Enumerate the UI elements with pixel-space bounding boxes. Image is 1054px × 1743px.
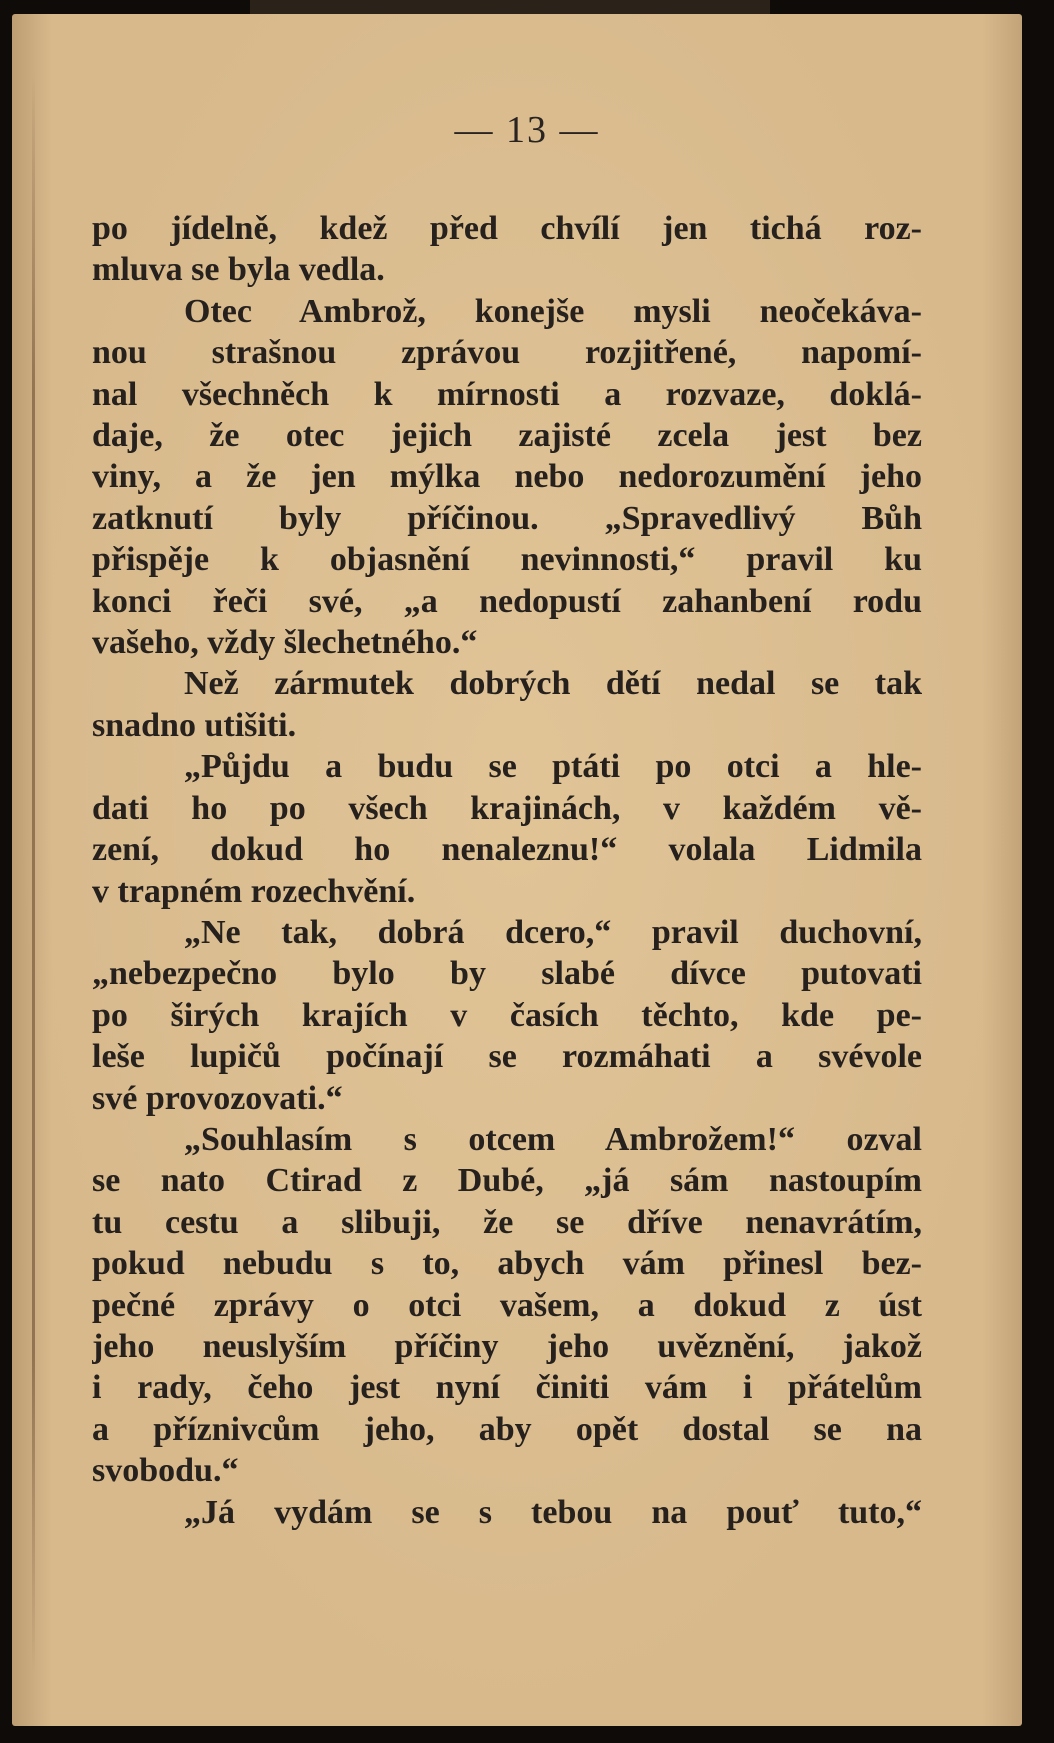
text-line: konci řeči své, „a nedopustí zahanbení rodu xyxy=(92,582,922,620)
text-line: mluva se byla vedla. xyxy=(92,251,385,289)
text-line: pečné zprávy o otci vašem, a dokud z úst xyxy=(92,1286,922,1324)
text-line: po širých krajích v časích těchto, kde pe- xyxy=(92,996,922,1034)
text-line: Otec Ambrož, konejše mysli neočekáva- xyxy=(184,292,922,330)
text-line: své provozovati.“ xyxy=(92,1079,343,1117)
text-line: nal všechněch k mírnosti a rozvaze, doklá- xyxy=(92,375,922,413)
binding-strip xyxy=(250,0,770,14)
text-line: „Já vydám se s tebou na pouť tuto,“ xyxy=(184,1493,922,1531)
text-line: viny, a že jen mýlka nebo nedorozumění jeho xyxy=(92,458,922,496)
body-text xyxy=(92,208,922,1533)
text-line: vašeho, vždy šlechetného.“ xyxy=(92,624,478,662)
text-line: „nebezpečno bylo by slabé dívce putovati xyxy=(92,955,922,993)
text-line: pokud nebudu s to, abych vám přinesl bez- xyxy=(92,1245,922,1283)
text-line: a příznivcům jeho, aby opět dostal se na xyxy=(92,1410,922,1448)
text-line: zatknutí byly příčinou. „Spravedlivý Bůh xyxy=(92,499,922,537)
text-line: zení, dokud ho nenaleznu!“ volala Lidmila xyxy=(92,831,922,869)
text-line: „Půjdu a budu se ptáti po otci a hle- xyxy=(184,748,922,786)
text-line: tu cestu a slibuji, že se dříve nenavrátím, xyxy=(92,1203,922,1241)
text-line: se nato Ctirad z Dubé, „já sám nastoupím xyxy=(92,1162,922,1200)
text-line: po jídelně, kdež před chvílí jen tichá roz- xyxy=(92,210,922,247)
text-line: i rady, čeho jest nyní činiti vám i přátelům xyxy=(92,1369,922,1407)
spine-shadow xyxy=(32,74,35,1674)
text-line: snadno utišiti. xyxy=(92,706,297,744)
text-line: svobodu.“ xyxy=(92,1452,239,1490)
text-line: nou strašnou zprávou rozjitřené, napomí- xyxy=(92,334,922,372)
text-line: v trapném rozechvění. xyxy=(92,872,416,910)
text-line: leše lupičů počínají se rozmáhati a svévole xyxy=(92,1038,922,1076)
text-line: „Souhlasím s otcem Ambrožem!“ ozval xyxy=(184,1120,922,1158)
text-line: dati ho po všech krajinách, v každém vě- xyxy=(92,789,922,827)
text-line: „Ne tak, dobrá dcero,“ pravil duchovní, xyxy=(184,913,922,951)
page-number: — 13 — xyxy=(454,109,600,151)
text-line: daje, že otec jejich zajisté zcela jest bez xyxy=(92,417,922,455)
text-line: jeho neuslyším příčiny jeho uvěznění, jakož xyxy=(92,1327,922,1365)
text-line: Než zármutek dobrých dětí nedal se tak xyxy=(184,665,922,703)
text-line: přispěje k objasnění nevinnosti,“ pravil ku xyxy=(92,541,922,579)
